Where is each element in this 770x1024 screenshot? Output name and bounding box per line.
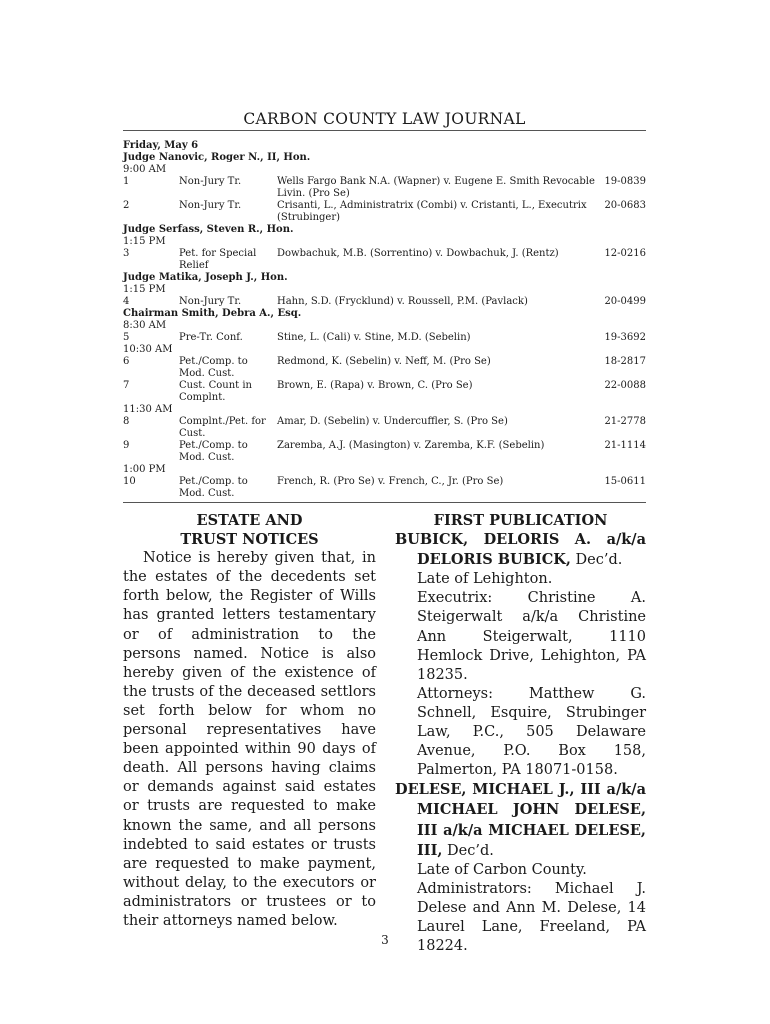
decedent-suffix: Dec’d.	[442, 842, 494, 859]
estate-notices-column	[123, 511, 376, 931]
case-caption: Stine, L. (Cali) v. Stine, M.D. (Sebelin)	[277, 332, 471, 343]
estate-entry	[395, 780, 646, 956]
schedule-row	[123, 440, 646, 464]
case-caption: Dowbachuk, M.B. (Sorrentino) v. Dowbachuk, J. (Rentz)	[277, 248, 559, 259]
case-caption: Wells Fargo Bank N.A. (Wapner) v. Eugene E. Smith Revocable Livin. (Pro Se)	[277, 176, 595, 199]
row-number: 6	[123, 356, 130, 367]
docket-number: 21-1114	[604, 440, 646, 451]
case-caption: Crisanti, L., Administratrix (Combi) v. Cristanti, L., Executrix (Strubinger)	[277, 200, 587, 223]
publication-heading: FIRST PUBLICATION	[433, 512, 608, 529]
case-caption: French, R. (Pro Se) v. French, C., Jr. (Pro Se)	[277, 476, 504, 487]
estate-attorneys: Attorneys: Matthew G. Schnell, Esquire, Strubinger Law, P.C., 505 Delaware Avenue, P.O. Box 158, Palmerton, PA 18071-0158.	[417, 685, 646, 779]
publication-column	[395, 511, 646, 956]
time-slot: 1:15 PM	[123, 284, 166, 295]
schedule-divider	[123, 502, 646, 503]
docket-number: 15-0611	[604, 476, 646, 487]
estate-administrators: Administrators: Michael J. Delese and Ann M. Delese, 14 Laurel Lane, Freeland, PA 18224.	[417, 880, 646, 955]
schedule-row	[123, 176, 646, 200]
argument-schedule	[123, 140, 646, 500]
judge-heading: Judge Matika, Joseph J., Hon.	[123, 272, 288, 283]
docket-number: 19-3692	[604, 332, 646, 343]
journal-title: CARBON COUNTY LAW JOURNAL	[243, 110, 526, 128]
row-number: 10	[123, 476, 136, 487]
row-number: 9	[123, 440, 130, 451]
judge-heading: Chairman Smith, Debra A., Esq.	[123, 308, 302, 319]
estate-entry	[395, 530, 646, 780]
time-slot: 11:30 AM	[123, 404, 173, 415]
docket-number: 22-0088	[604, 380, 646, 391]
estate-residence: Late of Carbon County.	[417, 861, 587, 878]
judge-heading: Judge Nanovic, Roger N., II, Hon.	[123, 152, 311, 163]
row-number: 7	[123, 380, 130, 391]
docket-number: 12-0216	[604, 248, 646, 259]
proceeding-type: Pet./Comp. to Mod. Cust.	[179, 440, 248, 463]
case-caption: Redmond, K. (Sebelin) v. Neff, M. (Pro Se)	[277, 356, 491, 367]
case-caption: Amar, D. (Sebelin) v. Undercuffler, S. (Pro Se)	[277, 416, 508, 427]
schedule-row	[123, 332, 646, 344]
proceeding-type: Pet./Comp. to Mod. Cust.	[179, 476, 248, 499]
row-number: 8	[123, 416, 130, 427]
proceeding-type: Non-Jury Tr.	[179, 200, 242, 211]
proceeding-type: Pre-Tr. Conf.	[179, 332, 243, 343]
proceeding-type: Complnt./Pet. for Cust.	[179, 416, 266, 439]
notices-heading-line1: ESTATE AND	[196, 512, 303, 529]
proceeding-type: Pet./Comp. to Mod. Cust.	[179, 356, 248, 379]
notices-body: Notice is hereby given that, in the estates of the decedents set forth below, the Register of Wills has granted letters testamentary or of administration to the persons named. Notice is also hereby given of the existence of the trusts of the deceased settlors set forth below for whom no personal representatives have been appointed within 90 days of death. All persons having claims or demands against said estates or trusts are requested to make known the same, and all persons indebted to said estates or trusts are requested to make payment, without delay, to the executors or administrators or trustees or to their attorneys named below.	[123, 550, 376, 929]
case-caption: Brown, E. (Rapa) v. Brown, C. (Pro Se)	[277, 380, 473, 391]
docket-number: 19-0839	[604, 176, 646, 187]
proceeding-type: Pet. for Special Relief	[179, 248, 257, 271]
case-caption: Hahn, S.D. (Frycklund) v. Roussell, P.M. (Pavlack)	[277, 296, 528, 307]
time-slot: 1:00 PM	[123, 464, 166, 475]
time-slot: 9:00 AM	[123, 164, 167, 175]
schedule-row	[123, 476, 646, 500]
schedule-row	[123, 248, 646, 272]
docket-number: 20-0683	[604, 200, 646, 211]
schedule-row	[123, 200, 646, 224]
proceeding-type: Cust. Count in Complnt.	[179, 380, 252, 403]
schedule-row	[123, 356, 646, 380]
estate-executrix: Executrix: Christine A. Steigerwalt a/k/a Christine Ann Steigerwalt, 1110 Hemlock Drive, Lehighton, PA 18235.	[417, 590, 646, 683]
title-divider	[123, 130, 646, 131]
page-number: 3	[381, 933, 389, 947]
schedule-row	[123, 380, 646, 404]
docket-number: 20-0499	[604, 296, 646, 307]
notices-heading-line2: TRUST NOTICES	[180, 531, 319, 549]
schedule-row	[123, 296, 646, 308]
proceeding-type: Non-Jury Tr.	[179, 296, 242, 307]
row-number: 2	[123, 200, 130, 211]
decedent-suffix: Dec’d.	[570, 552, 623, 569]
estate-residence: Late of Lehighton.	[417, 571, 553, 588]
row-number: 3	[123, 248, 130, 259]
time-slot: 1:15 PM	[123, 236, 166, 247]
time-slot: 10:30 AM	[123, 344, 173, 355]
docket-number: 21-2778	[604, 416, 646, 427]
estate-entry-heading	[395, 530, 646, 570]
time-slot: 8:30 AM	[123, 320, 167, 331]
judge-heading: Judge Serfass, Steven R., Hon.	[123, 224, 294, 235]
docket-number: 18-2817	[604, 356, 646, 367]
estate-entry-heading	[395, 780, 646, 860]
schedule-row	[123, 416, 646, 440]
decedent-name: BUBICK, DELORIS A. a/k/a DELORIS BUBICK,	[395, 531, 646, 569]
row-number: 1	[123, 176, 130, 187]
schedule-day: Friday, May 6	[123, 140, 199, 151]
proceeding-type: Non-Jury Tr.	[179, 176, 242, 187]
row-number: 5	[123, 332, 130, 343]
decedent-name: DELESE, MICHAEL J., III a/k/a MICHAEL JOHN DELESE, III a/k/a MICHAEL DELESE, III,	[395, 781, 646, 859]
case-caption: Zaremba, A.J. (Masington) v. Zaremba, K.F. (Sebelin)	[277, 440, 545, 451]
row-number: 4	[123, 296, 130, 307]
